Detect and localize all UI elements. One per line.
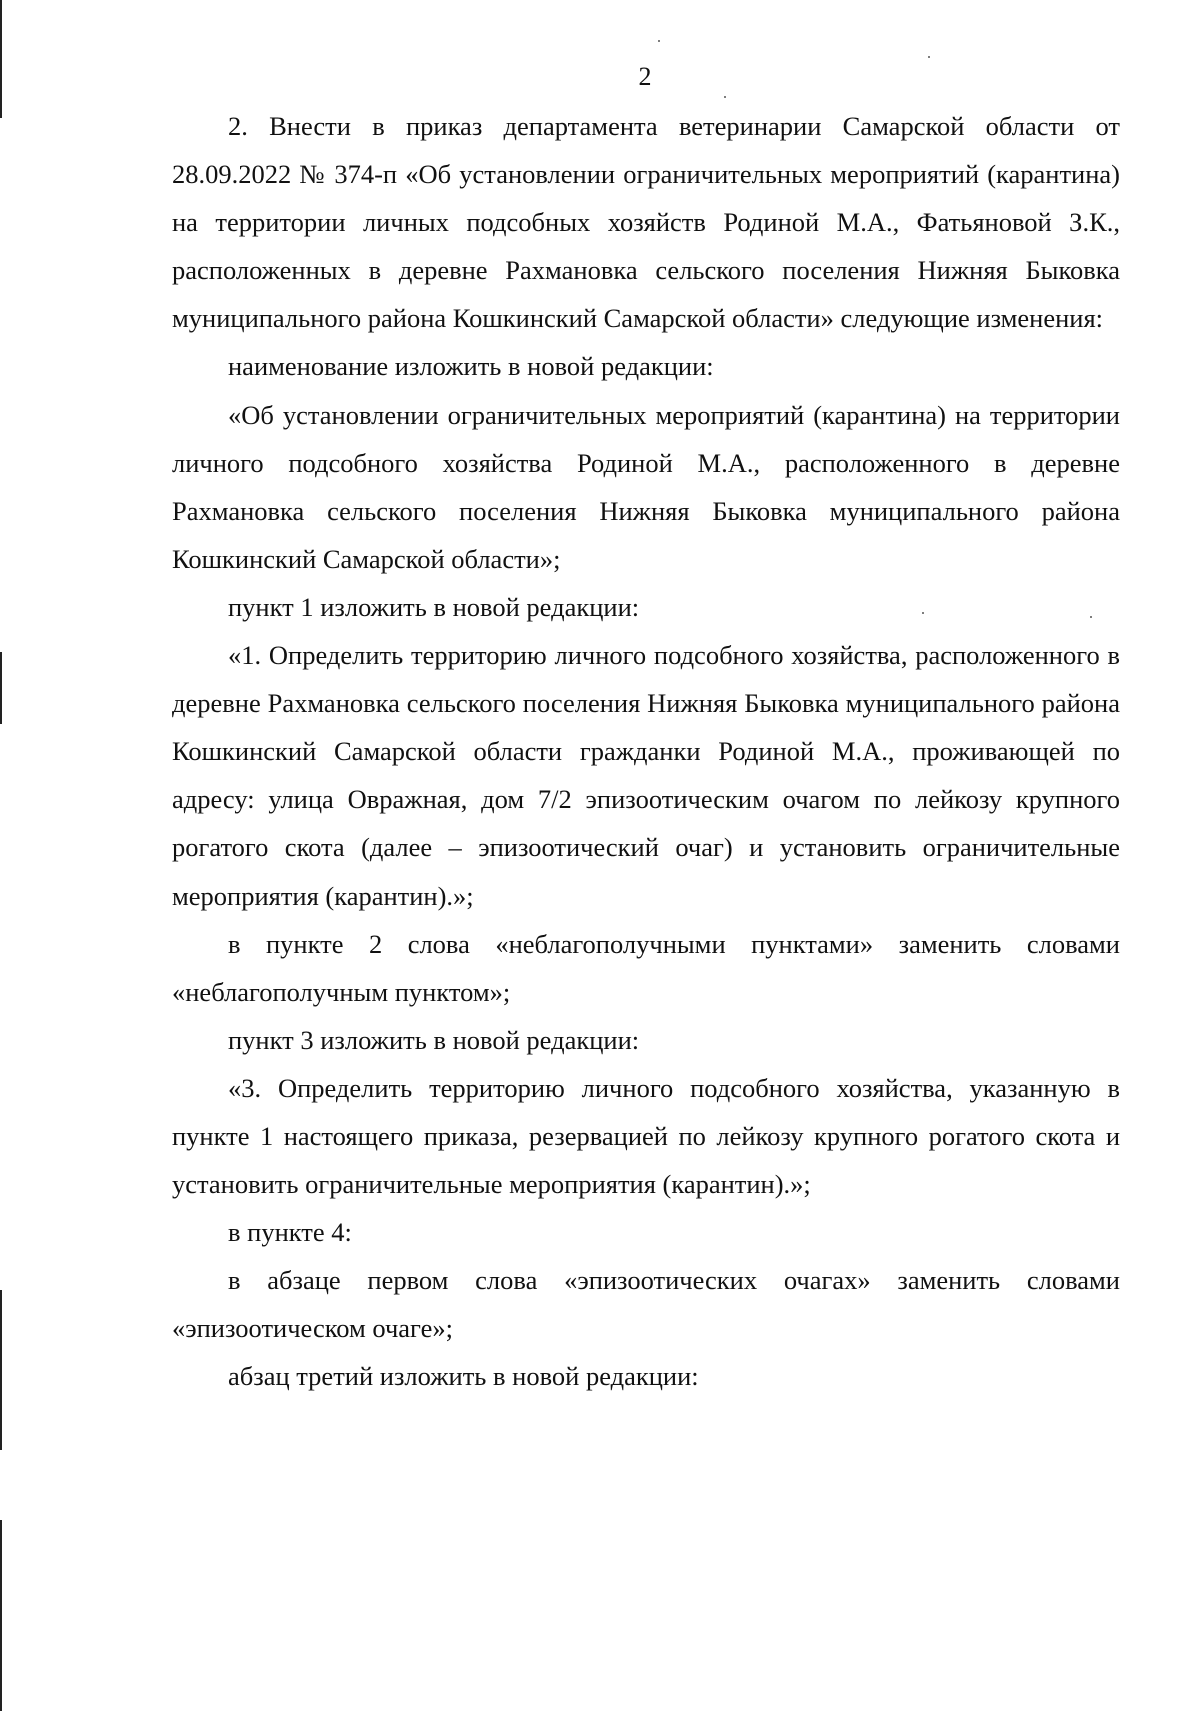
scan-edge-mark: [0, 1290, 2, 1450]
scan-speck: [928, 56, 930, 58]
paragraph-item2-change: в пункте 2 слова «неблагополучными пунктами» заменить словами «неблагополучным пунктом»;: [172, 928, 1120, 1007]
paragraph-item4-heading: в пункте 4:: [228, 1217, 352, 1248]
paragraph-item1-text: «1. Определить территорию личного подсобного хозяйства, расположенного в деревне Рахмановка сельского поселения Нижняя Быковка муниципального района Кошкинский Самарской области гражданки Родиной М.А., проживающей по адресу: улица Овражная, дом 7/2 эпизоотическим очагом по лейкозу крупного рогатого скота (далее – эпизоотический очаг) и установить ограничительные мероприятия (карантин).»;: [172, 640, 1120, 911]
page-number: 2: [638, 62, 652, 91]
paragraph-title-instruction: наименование изложить в новой редакции:: [228, 351, 714, 382]
scan-edge-mark: [0, 1520, 2, 1711]
document-body: [172, 102, 1120, 1401]
scan-edge-mark: [0, 652, 2, 724]
scan-speck: [658, 40, 660, 42]
paragraph-item4-first-abzac: в абзаце первом слова «эпизоотических очагах» заменить словами «эпизоотическом очаге»;: [172, 1265, 1120, 1344]
paragraph-item4-third-abzac: абзац третий изложить в новой редакции:: [228, 1361, 699, 1392]
paragraph-item3-instruction: пункт 3 изложить в новой редакции:: [228, 1024, 640, 1055]
paragraph-new-title: «Об установлении ограничительных мероприятий (карантина) на территории личного подсобного хозяйства Родиной М.А., расположенного в деревне Рахмановка сельского поселения Нижняя Быковка муниципального района Кошкинский Самарской области»;: [172, 399, 1120, 574]
paragraph-item1-instruction: пункт 1 изложить в новой редакции:: [228, 591, 640, 622]
paragraph-item3-text: «3. Определить территорию личного подсобного хозяйства, указанную в пункте 1 настоящего приказа, резервацией по лейкозу крупного рогатого скота и установить ограничительные мероприятия (карантин).»;: [172, 1072, 1120, 1200]
scan-speck: [724, 96, 726, 98]
paragraph-amendment-intro: 2. Внести в приказ департамента ветеринарии Самарской области от 28.09.2022 № 374-п «Об установлении ограничительных мероприятий (карантина) на территории личных подсобных хозяйств Родиной М.А., Фатьяновой З.К., расположенных в деревне Рахмановка сельского поселения Нижняя Быковка муниципального района Кошкинский Самарской области» следующие изменения:: [172, 111, 1120, 334]
scan-edge-mark: [0, 0, 2, 118]
